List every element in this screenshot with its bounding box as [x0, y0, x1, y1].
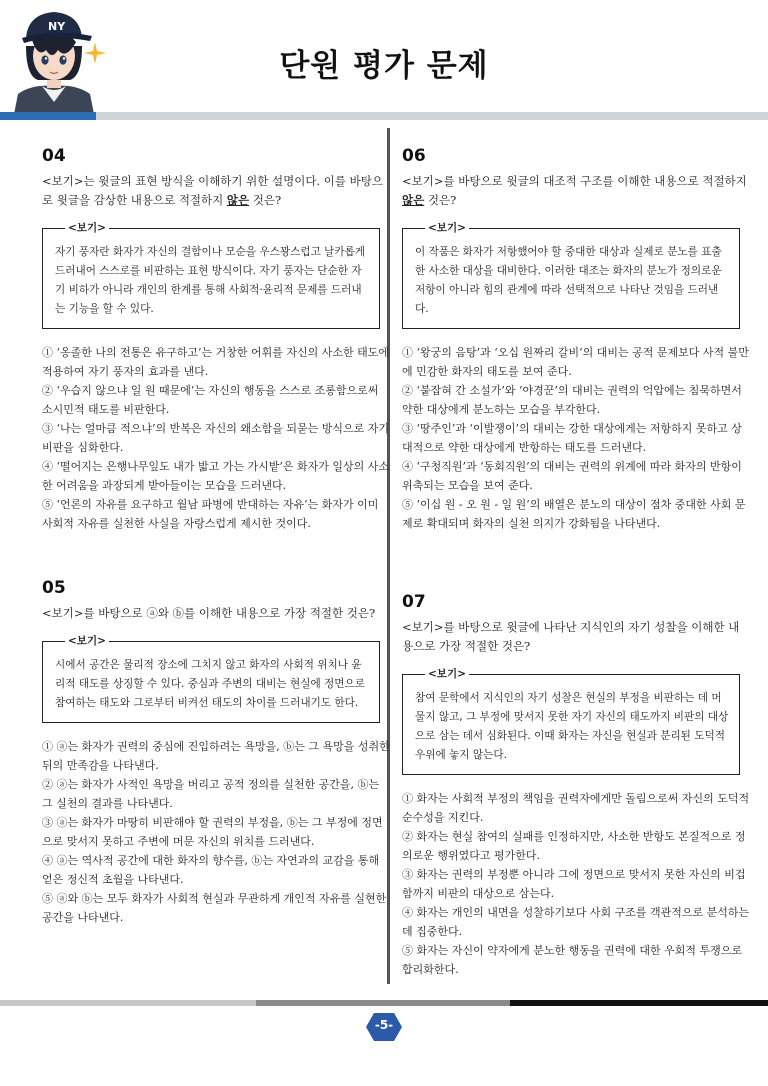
bogi-text: 참여 문학에서 지식인의 자기 성찰은 현실의 부정을 비판하는 데 머물지 않고, 그 부정에 맞서지 못한 자기 자신의 태도까지 비판의 대상으로 삼는 데서 심화된다. 이때 화자는 자신을 현실과 분리된 도덕적 우위에 놓지 않는다.: [415, 692, 729, 761]
header-divider-bar: [0, 112, 768, 120]
question-stem: [42, 604, 390, 623]
page-header: [0, 0, 768, 120]
svg-text:NY: NY: [48, 20, 66, 33]
answer-options: [42, 343, 390, 533]
question-07: [402, 592, 750, 979]
question-number: 05: [42, 578, 66, 598]
bogi-text: 자기 풍자란 화자가 자신의 결함이나 모순을 우스꽝스럽고 날카롭게 드러내어 스스로를 비판하는 표현 방식이다. 자기 풍자는 단순한 자기 비하가 아니라 개인의 한계를 통해 사회적·윤리적 문제를 드러내는 기능을 할 수 있다.: [55, 246, 366, 315]
stem-text-end: 것은?: [249, 193, 282, 207]
option-3[interactable]: ③ ‘땅주인’과 ‘이발쟁이’의 대비는 강한 대상에게는 저항하지 못하고 상대적으로 약한 대상에게 반항하는 태도를 드러낸다.: [402, 422, 742, 454]
option-5[interactable]: ⑤ ⓐ와 ⓑ는 모두 화자가 사회적 현실과 무관하게 개인적 자유를 실현한 공간을 나타낸다.: [42, 892, 387, 924]
option-1[interactable]: ① ‘옹졸한 나의 전통은 유구하고’는 거창한 어휘를 자신의 사소한 태도에 적용하여 자기 풍자의 효과를 낸다.: [42, 346, 389, 378]
page-number: -5-: [374, 1018, 394, 1032]
stem-text: <보기>를 바탕으로 윗글에 나타난 지식인의 자기 성찰을 이해한 내용으로 가장 적절한 것은?: [402, 620, 740, 653]
header-accent-bar: [0, 112, 96, 120]
bogi-text: 이 작품은 화자가 저항했어야 할 중대한 대상과 실제로 분노를 표출한 사소한 대상을 대비한다. 이러한 대조는 화자의 분노가 정의로운 저항이 아니라 힘의 관계에 따라 선택적으로 나타난 것임을 드러낸다.: [415, 246, 722, 315]
question-number: 07: [402, 592, 426, 612]
question-stem: [402, 618, 750, 656]
bogi-label: <보기>: [425, 666, 469, 682]
stem-text: <보기>를 바탕으로 ⓐ와 ⓑ를 이해한 내용으로 가장 적절한 것은?: [42, 606, 376, 620]
option-5[interactable]: ⑤ ‘이십 원 - 오 원 - 일 원’의 배열은 분노의 대상이 점차 중대한 사회 문제로 확대되며 화자의 실천 의지가 강화됨을 나타낸다.: [402, 498, 746, 530]
bogi-label: <보기>: [65, 220, 109, 236]
option-5[interactable]: ⑤ ‘언론의 자유를 요구하고 월남 파병에 반대하는 자유’는 화자가 이미 사회적 자유를 실천한 사실을 자랑스럽게 제시한 것이다.: [42, 498, 379, 530]
stem-text-end: 것은?: [424, 193, 457, 207]
option-1[interactable]: ① ‘왕궁의 음탕’과 ‘오십 원짜리 갈비’의 대비는 공적 문제보다 사적 불만에 민감한 화자의 태도를 보여 준다.: [402, 346, 749, 378]
question-number: 06: [402, 146, 426, 166]
answer-options: [42, 737, 390, 927]
bogi-box: [42, 635, 380, 723]
option-4[interactable]: ④ ⓐ는 역사적 공간에 대한 화자의 향수를, ⓑ는 자연과의 교감을 통해 얻은 정신적 초월을 나타낸다.: [42, 854, 380, 886]
question-stem: [42, 172, 390, 210]
option-4[interactable]: ④ ‘떨어지는 은행나무잎도 내가 밟고 가는 가시밭’은 화자가 일상의 사소한 어려움을 과장되게 받아들이는 모습을 드러낸다.: [42, 460, 389, 492]
option-2[interactable]: ② ⓐ는 화자가 사적인 욕망을 버리고 공적 정의를 실천한 공간을, ⓑ는 그 실천의 결과를 나타낸다.: [42, 778, 380, 810]
question-stem: [402, 172, 750, 210]
stem-text: <보기>를 바탕으로 윗글의 대조적 구조를 이해한 내용으로 적절하지: [402, 174, 747, 188]
footer-bar-dark: [510, 1000, 768, 1006]
option-5[interactable]: ⑤ 화자는 자신이 약자에게 분노한 행동을 권력에 대한 우회적 투쟁으로 합리화한다.: [402, 944, 742, 976]
question-number: 04: [42, 146, 66, 166]
option-3[interactable]: ③ ⓐ는 화자가 마땅히 비판해야 할 권력의 부정을, ⓑ는 그 부정에 정면으로 맞서지 못하고 주변에 머문 자신의 위치를 드러낸다.: [42, 816, 383, 848]
option-3[interactable]: ③ ‘나는 얼마큼 적으냐’의 반복은 자신의 왜소함을 되묻는 방식으로 자기비판을 심화한다.: [42, 422, 389, 454]
answer-options: [402, 789, 750, 979]
option-2[interactable]: ② 화자는 현실 참여의 실패를 인정하지만, 사소한 반항도 본질적으로 정의로운 행위였다고 평가한다.: [402, 830, 746, 862]
option-3[interactable]: ③ 화자는 권력의 부정뿐 아니라 그에 정면으로 맞서지 못한 자신의 비겁함까지 비판의 대상으로 삼는다.: [402, 868, 746, 900]
bogi-box: [42, 222, 380, 329]
bogi-box: [402, 668, 740, 775]
option-2[interactable]: ② ‘붙잡혀 간 소설가’와 ‘야경꾼’의 대비는 권력의 억압에는 침묵하면서 약한 대상에게 분노하는 모습을 부각한다.: [402, 384, 742, 416]
question-06: [402, 146, 750, 533]
option-1[interactable]: ① ⓐ는 화자가 권력의 중심에 진입하려는 욕망을, ⓑ는 그 욕망을 성취한 뒤의 만족감을 나타낸다.: [42, 740, 390, 772]
question-05: [42, 578, 390, 927]
option-4[interactable]: ④ ‘구청직원’과 ‘동회직원’의 대비는 권력의 위계에 따라 화자의 반항이 위축되는 모습을 보여 준다.: [402, 460, 742, 492]
option-2[interactable]: ② ‘우습지 않으냐 일 원 때문에’는 자신의 행동을 스스로 조롱함으로써 소시민적 태도를 비판한다.: [42, 384, 379, 416]
option-4[interactable]: ④ 화자는 개인의 내면을 성찰하기보다 사회 구조를 객관적으로 분석하는 데 집중한다.: [402, 906, 750, 938]
stem-text: <보기>는 윗글의 표현 방식을 이해하기 위한 설명이다. 이를 바탕으로 윗글을 감상한 내용으로 적절하지: [42, 174, 384, 207]
answer-options: [402, 343, 750, 533]
bogi-label: <보기>: [65, 633, 109, 649]
bogi-box: [402, 222, 740, 329]
footer-bar-mid: [256, 1000, 510, 1006]
question-04: [42, 146, 390, 533]
footer-bar-light: [0, 1000, 256, 1006]
page-title: 단원 평가 문제: [279, 48, 489, 84]
stem-emphasis: 않은: [402, 193, 425, 207]
option-1[interactable]: ① 화자는 사회적 부정의 책임을 권력자에게만 돌림으로써 자신의 도덕적 순수성을 지킨다.: [402, 792, 750, 824]
stem-emphasis: 않은: [226, 193, 250, 207]
bogi-label: <보기>: [425, 220, 469, 236]
bogi-text: 시에서 공간은 물리적 장소에 그치지 않고 화자의 사회적 위치나 윤리적 태도를 상징할 수 있다. 중심과 주변의 대비는 현실에 정면으로 참여하는 태도와 그로부터 비켜선 태도의 차이를 드러내기도 한다.: [55, 659, 365, 709]
